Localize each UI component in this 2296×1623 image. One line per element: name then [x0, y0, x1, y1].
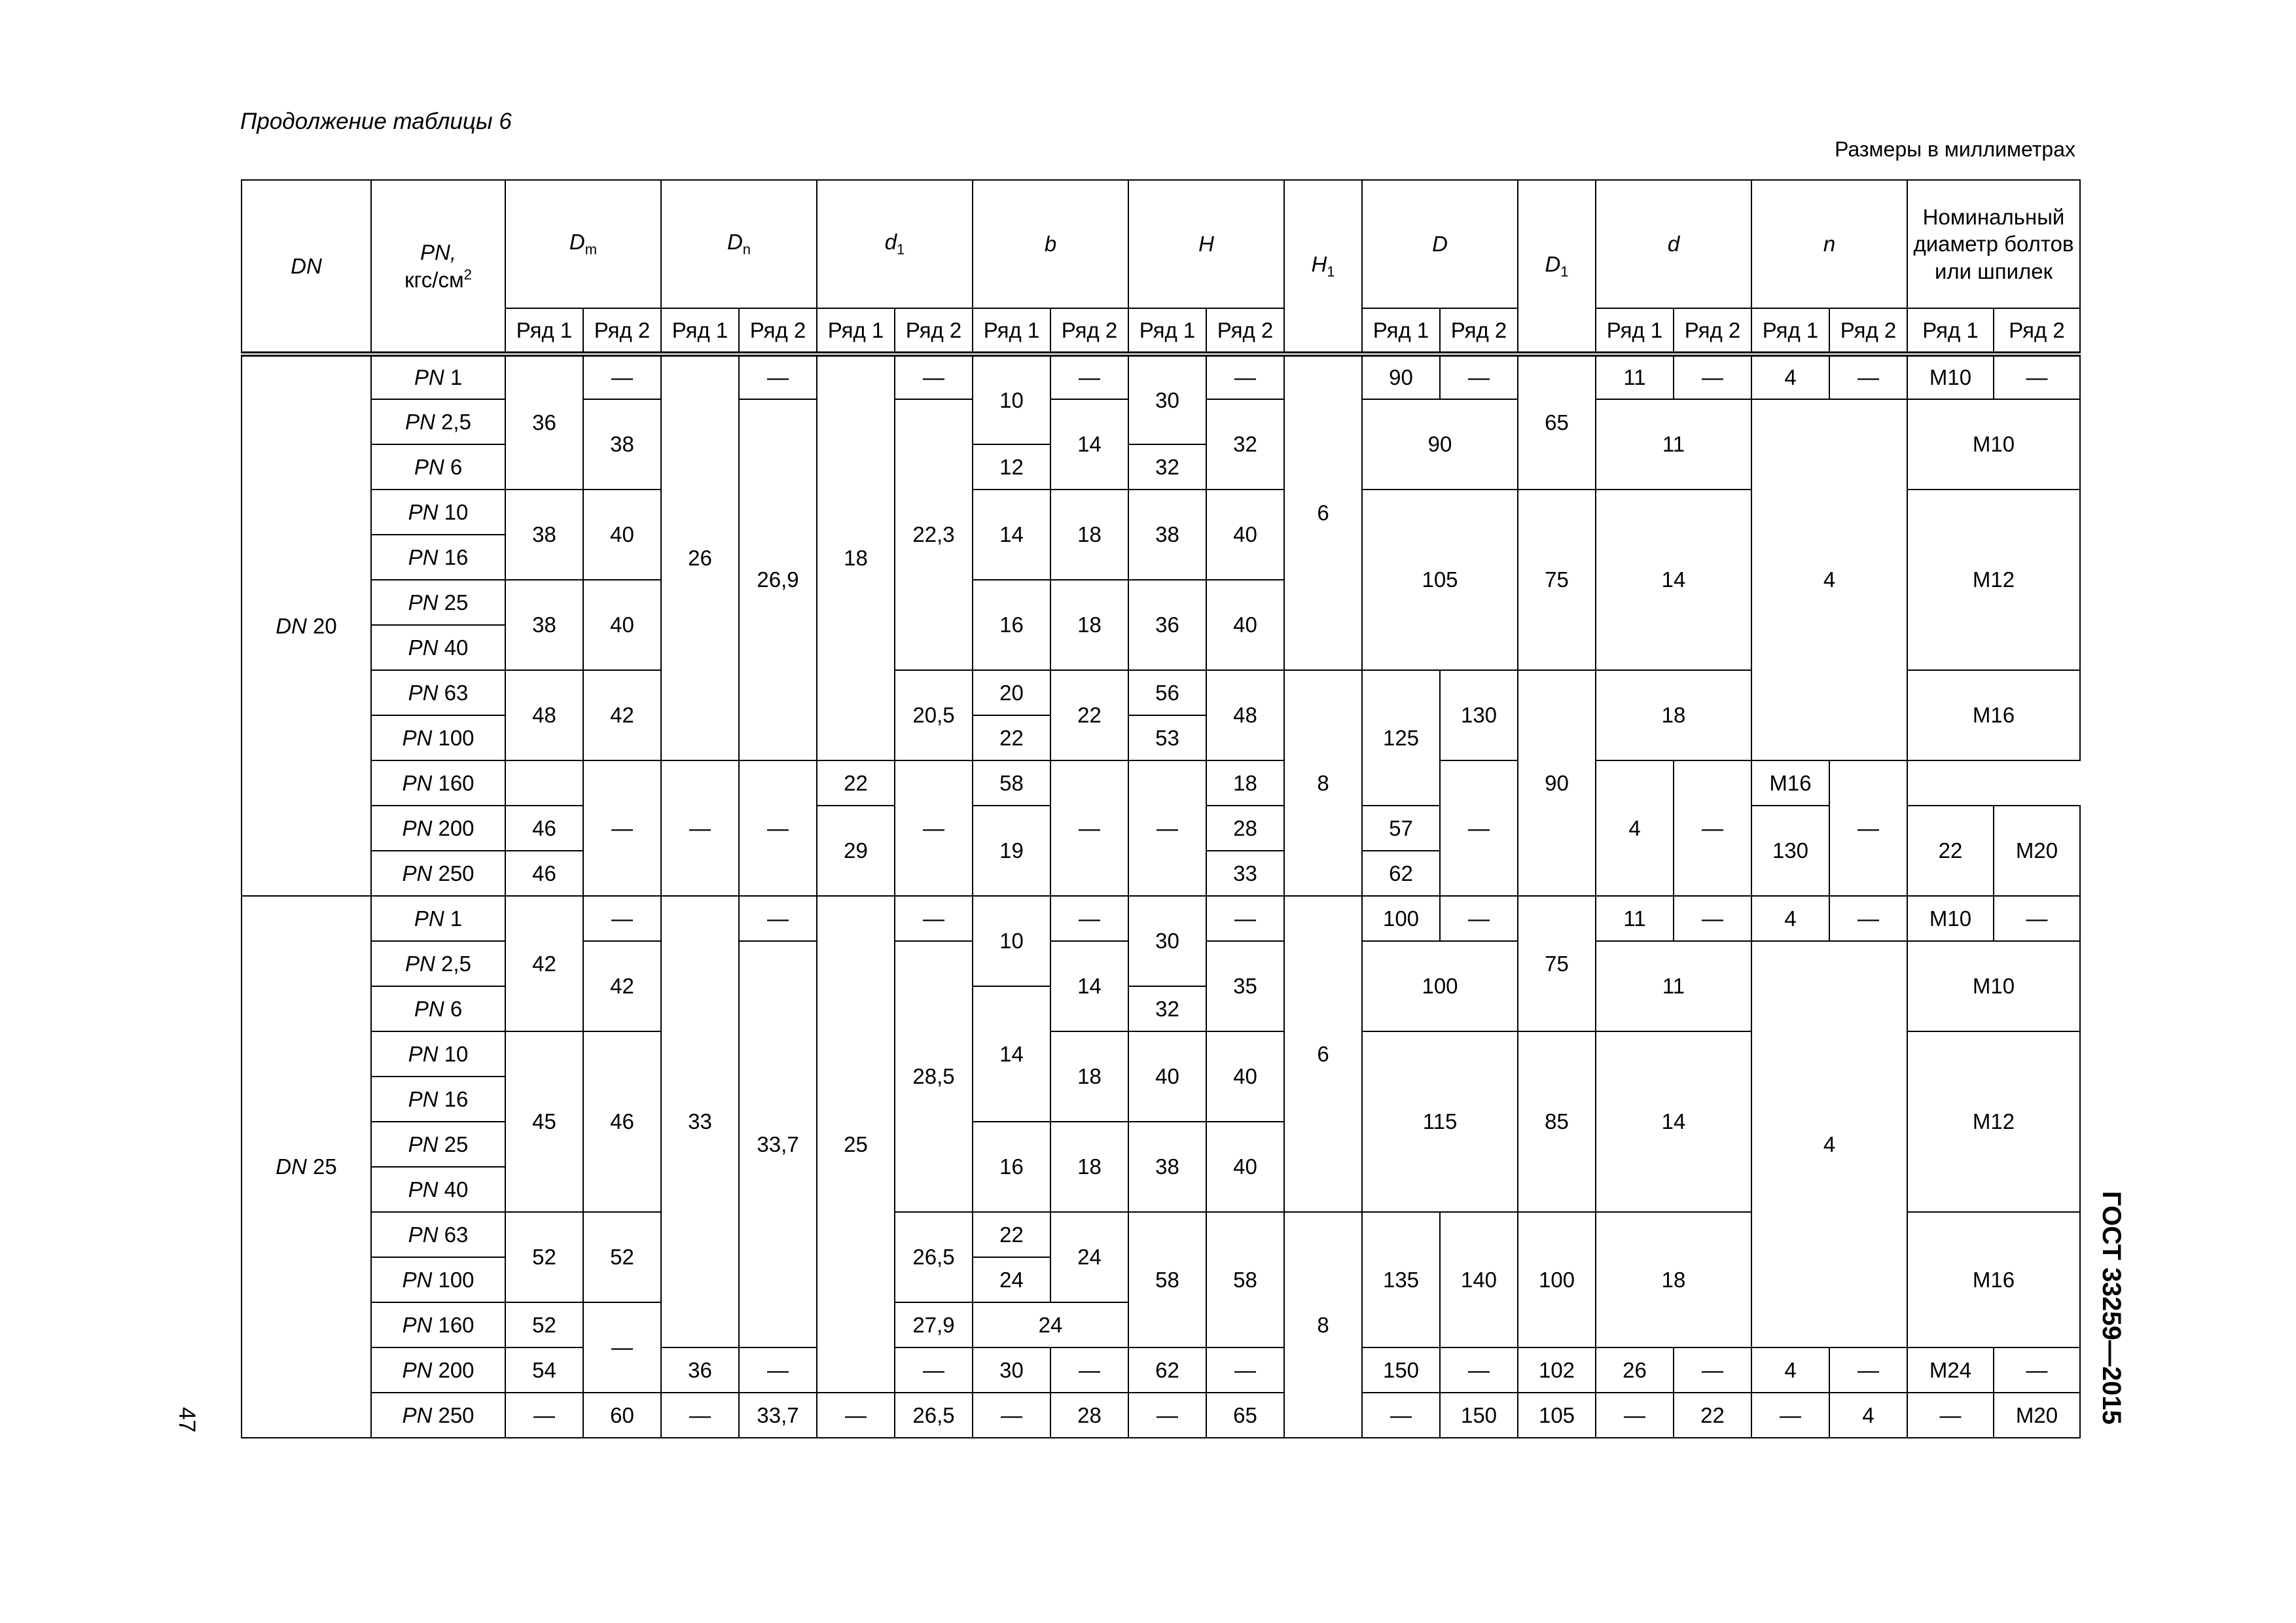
- cell: 62: [1362, 851, 1440, 896]
- cell: 32: [1128, 444, 1206, 490]
- cell: 4: [1751, 399, 1907, 760]
- pn-cell: PN 63: [371, 1212, 505, 1257]
- series-1: Ряд 1: [661, 308, 739, 354]
- cell: 46: [583, 1031, 661, 1212]
- cell: 26: [661, 354, 739, 760]
- cell: —: [817, 1393, 895, 1438]
- cell: 19: [973, 806, 1050, 896]
- cell: M12: [1907, 490, 2080, 670]
- series-2: Ряд 2: [1994, 308, 2080, 354]
- cell: 8: [1284, 1212, 1362, 1438]
- cell: 30: [1128, 354, 1206, 444]
- cell: —: [1440, 354, 1518, 399]
- cell: —: [1440, 896, 1518, 941]
- cell: 36: [505, 354, 583, 490]
- cell: M12: [1907, 1031, 2080, 1212]
- cell: 4: [1829, 1393, 1907, 1438]
- cell: 40: [583, 580, 661, 670]
- cell: —: [973, 1393, 1050, 1438]
- page-number: 47: [174, 1407, 200, 1433]
- header-d1: $d_1$: [817, 180, 973, 308]
- cell: —: [895, 354, 973, 399]
- series-1: Ряд 1: [505, 308, 583, 354]
- cell: 8: [1284, 670, 1362, 896]
- dn20-group: [242, 354, 2080, 896]
- cell: 11: [1596, 354, 1674, 399]
- cell: —: [1994, 896, 2080, 941]
- cell: 33,7: [739, 1393, 817, 1438]
- table-row: [242, 896, 2080, 941]
- pn-cell: PN 160: [371, 1302, 505, 1347]
- cell: 4: [1751, 354, 1829, 399]
- pn-cell: PN 6: [371, 444, 505, 490]
- cell: 33,7: [739, 941, 817, 1347]
- cell: 28,5: [895, 941, 973, 1212]
- cell: —: [1994, 354, 2080, 399]
- series-2: Ряд 2: [1440, 308, 1518, 354]
- cell: 4: [1596, 760, 1674, 896]
- table-row: [242, 1393, 2080, 1438]
- pn-cell: PN 200: [371, 806, 505, 851]
- header-d: d: [1596, 180, 1751, 308]
- dn25-group: [242, 896, 2080, 1438]
- cell: —: [739, 760, 817, 896]
- table-header: [242, 180, 2080, 354]
- cell: —: [1907, 1393, 1994, 1438]
- pn-cell: PN 100: [371, 715, 505, 760]
- cell: 150: [1362, 1347, 1440, 1393]
- cell: 85: [1518, 1031, 1596, 1212]
- header-h: H: [1128, 180, 1284, 308]
- series-2: Ряд 2: [1674, 308, 1751, 354]
- cell: 40: [583, 490, 661, 580]
- cell: 102: [1518, 1347, 1596, 1393]
- header-dn: DN: [242, 180, 371, 354]
- cell: 65: [1206, 1393, 1284, 1438]
- cell: —: [739, 354, 817, 399]
- cell: 11: [1596, 399, 1751, 490]
- pn-cell: PN 10: [371, 490, 505, 535]
- cell: 22,3: [895, 399, 973, 670]
- cell: 54: [505, 1347, 583, 1393]
- cell: 11: [1596, 896, 1674, 941]
- cell: 28: [1206, 806, 1284, 851]
- cell: —: [1206, 354, 1284, 399]
- cell: 18: [1050, 580, 1128, 670]
- cell: 48: [505, 670, 583, 760]
- pn-cell: PN 10: [371, 1031, 505, 1077]
- series-2: Ряд 2: [583, 308, 661, 354]
- cell: 42: [583, 670, 661, 760]
- cell: 100: [1518, 1212, 1596, 1347]
- cell: 38: [1128, 1122, 1206, 1212]
- cell: 140: [1440, 1212, 1518, 1347]
- cell: 20: [973, 670, 1050, 715]
- cell: 38: [1128, 490, 1206, 580]
- series-2: Ряд 2: [739, 308, 817, 354]
- cell: —: [895, 896, 973, 941]
- cell: 125: [1362, 670, 1440, 806]
- cell: —: [739, 1347, 817, 1393]
- series-1: Ряд 1: [1751, 308, 1829, 354]
- units-note: Размеры в миллиметрах: [1835, 137, 2075, 161]
- cell: —: [1994, 1347, 2080, 1393]
- series-1: Ряд 1: [817, 308, 895, 354]
- cell: —: [1596, 1393, 1674, 1438]
- cell: —: [1440, 1347, 1518, 1393]
- cell: —: [583, 354, 661, 399]
- cell: 16: [973, 1122, 1050, 1212]
- series-1: Ряд 1: [1128, 308, 1206, 354]
- pn-cell: PN 1: [371, 354, 505, 399]
- pn-cell: PN 16: [371, 535, 505, 580]
- cell: 30: [973, 1347, 1050, 1393]
- cell: —: [1050, 760, 1128, 896]
- header-h1: $H_1$: [1284, 180, 1362, 354]
- cell: 32: [1128, 986, 1206, 1031]
- cell: 38: [583, 399, 661, 490]
- series-1: Ряд 1: [1907, 308, 1994, 354]
- cell: 22: [817, 760, 895, 806]
- cell: —: [661, 1393, 739, 1438]
- cell: 100: [1362, 941, 1518, 1031]
- cell: 42: [583, 941, 661, 1031]
- cell: 22: [973, 715, 1050, 760]
- cell: 14: [1050, 399, 1128, 490]
- cell: —: [1362, 1393, 1440, 1438]
- series-1: Ряд 1: [1596, 308, 1674, 354]
- header-n: n: [1751, 180, 1907, 308]
- cell: 52: [505, 1212, 583, 1302]
- series-1: Ряд 1: [1362, 308, 1440, 354]
- cell: —: [1674, 760, 1751, 896]
- cell: —: [1829, 896, 1907, 941]
- gost-label: ГОСТ 33259—2015: [2097, 1191, 2126, 1425]
- cell: —: [583, 760, 661, 896]
- pn-cell: PN 2,5: [371, 399, 505, 444]
- cell: —: [505, 1393, 583, 1438]
- cell: 4: [1751, 896, 1829, 941]
- cell: —: [1050, 1347, 1128, 1393]
- cell: 30: [1128, 896, 1206, 986]
- cell: 52: [505, 1302, 583, 1347]
- cell: 32: [1206, 399, 1284, 490]
- dn-cell: DN 25: [242, 896, 371, 1438]
- cell: 6: [1284, 896, 1362, 1212]
- cell: 24: [1050, 1212, 1128, 1302]
- header-dd: D: [1362, 180, 1518, 308]
- header-dd1: $D_1$: [1518, 180, 1596, 354]
- cell: 36: [661, 1347, 739, 1393]
- cell: —: [895, 1347, 973, 1393]
- cell: M16: [1907, 670, 2080, 760]
- cell: 26,9: [739, 399, 817, 760]
- cell: 22: [973, 1212, 1050, 1257]
- cell: —: [739, 896, 817, 941]
- cell: —: [1050, 354, 1128, 399]
- pn-cell: PN 63: [371, 670, 505, 715]
- cell: —: [895, 760, 973, 896]
- cell: 18: [1596, 670, 1751, 760]
- cell: 33: [661, 896, 739, 1347]
- cell: 130: [1751, 806, 1829, 896]
- cell: 28: [1050, 1393, 1128, 1438]
- cell: 46: [505, 851, 583, 896]
- pn-cell: PN 2,5: [371, 941, 505, 986]
- cell: 115: [1362, 1031, 1518, 1212]
- cell: 22: [1907, 806, 1994, 896]
- cell: 56: [1128, 670, 1206, 715]
- table-row: [242, 354, 2080, 399]
- pn-cell: PN 200: [371, 1347, 505, 1393]
- table-row: [242, 760, 2080, 806]
- cell: —: [1674, 1347, 1751, 1393]
- cell: 40: [1206, 1122, 1284, 1212]
- cell: 45: [505, 1031, 583, 1212]
- cell: —: [1829, 1347, 1907, 1393]
- pn-cell: PN 1: [371, 896, 505, 941]
- cell: —: [583, 1302, 661, 1393]
- pn-cell: PN 250: [371, 1393, 505, 1438]
- cell: 35: [1206, 941, 1284, 1031]
- cell: 75: [1518, 896, 1596, 1031]
- cell: 14: [973, 986, 1050, 1122]
- cell: 16: [973, 580, 1050, 670]
- cell: 22: [1674, 1393, 1751, 1438]
- cell: —: [1829, 760, 1907, 896]
- series-2: Ряд 2: [1206, 308, 1284, 354]
- cell: 62: [1128, 1347, 1206, 1393]
- cell: 12: [973, 444, 1050, 490]
- cell: —: [583, 896, 661, 941]
- cell: 48: [1206, 670, 1284, 760]
- cell: M24: [1907, 1347, 1994, 1393]
- cell: 105: [1518, 1393, 1596, 1438]
- header-row-series: [242, 308, 2080, 354]
- header-bolt: Номинальный диаметр болтов или шпилек: [1907, 180, 2080, 308]
- cell: —: [1128, 760, 1206, 896]
- cell: 26: [1596, 1347, 1674, 1393]
- cell: 57: [1362, 806, 1440, 851]
- cell: M20: [1994, 1393, 2080, 1438]
- cell: —: [1829, 354, 1907, 399]
- cell: —: [1206, 1347, 1284, 1393]
- cell: 18: [1206, 760, 1284, 806]
- series-2: Ряд 2: [895, 308, 973, 354]
- header-pn: PN, кгс/$см^2$: [371, 180, 505, 354]
- series-1: Ряд 1: [973, 308, 1050, 354]
- dimensions-table: [241, 179, 2081, 1438]
- cell: 90: [1362, 354, 1440, 399]
- cell: 11: [1596, 941, 1751, 1031]
- cell: —: [1751, 1393, 1829, 1438]
- cell: 38: [505, 490, 583, 580]
- cell: M10: [1907, 896, 1994, 941]
- cell: 105: [1362, 490, 1518, 670]
- cell: 38: [505, 580, 583, 670]
- cell: 14: [1050, 941, 1128, 1031]
- cell: 90: [1518, 670, 1596, 896]
- series-2: Ряд 2: [1050, 308, 1128, 354]
- pn-cell: PN 160: [371, 760, 505, 806]
- cell: 20,5: [895, 670, 973, 760]
- cell: 65: [1518, 354, 1596, 490]
- cell: M20: [1994, 806, 2080, 896]
- cell: 26,5: [895, 1212, 973, 1302]
- cell: 58: [1128, 1212, 1206, 1347]
- cell: —: [1206, 896, 1284, 941]
- cell: 6: [1284, 354, 1362, 670]
- cell: —: [1674, 354, 1751, 399]
- header-b: b: [973, 180, 1128, 308]
- cell: 33: [1206, 851, 1284, 896]
- cell: 130: [1440, 670, 1518, 760]
- cell: 29: [817, 806, 895, 896]
- dn-cell: DN 20: [242, 354, 371, 896]
- pn-cell: PN 100: [371, 1257, 505, 1302]
- cell: 18: [1050, 490, 1128, 580]
- cell: 36: [1128, 580, 1206, 670]
- cell: M10: [1907, 399, 2080, 490]
- cell: [505, 760, 583, 806]
- cell: 18: [1050, 1031, 1128, 1122]
- cell: 25: [817, 896, 895, 1393]
- cell: M16: [1907, 1212, 2080, 1347]
- cell: 150: [1440, 1393, 1518, 1438]
- cell: 60: [583, 1393, 661, 1438]
- cell: —: [1050, 896, 1128, 941]
- cell: 135: [1362, 1212, 1440, 1347]
- cell: 53: [1128, 715, 1206, 760]
- cell: 40: [1206, 490, 1284, 580]
- pn-cell: PN 16: [371, 1077, 505, 1122]
- table-row: [242, 1347, 2080, 1393]
- cell: M10: [1907, 354, 1994, 399]
- cell: 26,5: [895, 1393, 973, 1438]
- cell: —: [1128, 1393, 1206, 1438]
- cell: 58: [973, 760, 1050, 806]
- cell: 10: [973, 896, 1050, 986]
- series-2: Ряд 2: [1829, 308, 1907, 354]
- cell: 40: [1206, 580, 1284, 670]
- cell: —: [1440, 760, 1518, 896]
- header-dm: $D_m$: [505, 180, 661, 308]
- pn-cell: PN 250: [371, 851, 505, 896]
- cell: 4: [1751, 941, 1907, 1347]
- cell: 18: [817, 354, 895, 760]
- cell: 75: [1518, 490, 1596, 670]
- pn-cell: PN 25: [371, 580, 505, 625]
- cell: —: [1674, 896, 1751, 941]
- cell: 18: [1050, 1122, 1128, 1212]
- cell: 24: [973, 1302, 1128, 1347]
- cell: 58: [1206, 1212, 1284, 1347]
- cell: 40: [1128, 1031, 1206, 1122]
- cell: M16: [1751, 760, 1829, 806]
- cell: 52: [583, 1212, 661, 1302]
- header-dn-col: $D_n$: [661, 180, 817, 308]
- cell: 22: [1050, 670, 1128, 760]
- cell: M10: [1907, 941, 2080, 1031]
- cell: 100: [1362, 896, 1440, 941]
- cell: 40: [1206, 1031, 1284, 1122]
- pn-cell: PN 40: [371, 625, 505, 670]
- pn-cell: PN 6: [371, 986, 505, 1031]
- pn-cell: PN 40: [371, 1167, 505, 1212]
- cell: 14: [973, 490, 1050, 580]
- cell: 24: [973, 1257, 1050, 1302]
- cell: 4: [1751, 1347, 1829, 1393]
- cell: 18: [1596, 1212, 1751, 1347]
- table-caption: Продолжение таблицы 6: [240, 109, 512, 134]
- cell: 27,9: [895, 1302, 973, 1347]
- cell: 14: [1596, 490, 1751, 670]
- cell: 90: [1362, 399, 1518, 490]
- cell: 10: [973, 354, 1050, 444]
- cell: 46: [505, 806, 583, 851]
- cell: —: [661, 760, 739, 896]
- pn-cell: PN 25: [371, 1122, 505, 1167]
- cell: 14: [1596, 1031, 1751, 1212]
- cell: 42: [505, 896, 583, 1031]
